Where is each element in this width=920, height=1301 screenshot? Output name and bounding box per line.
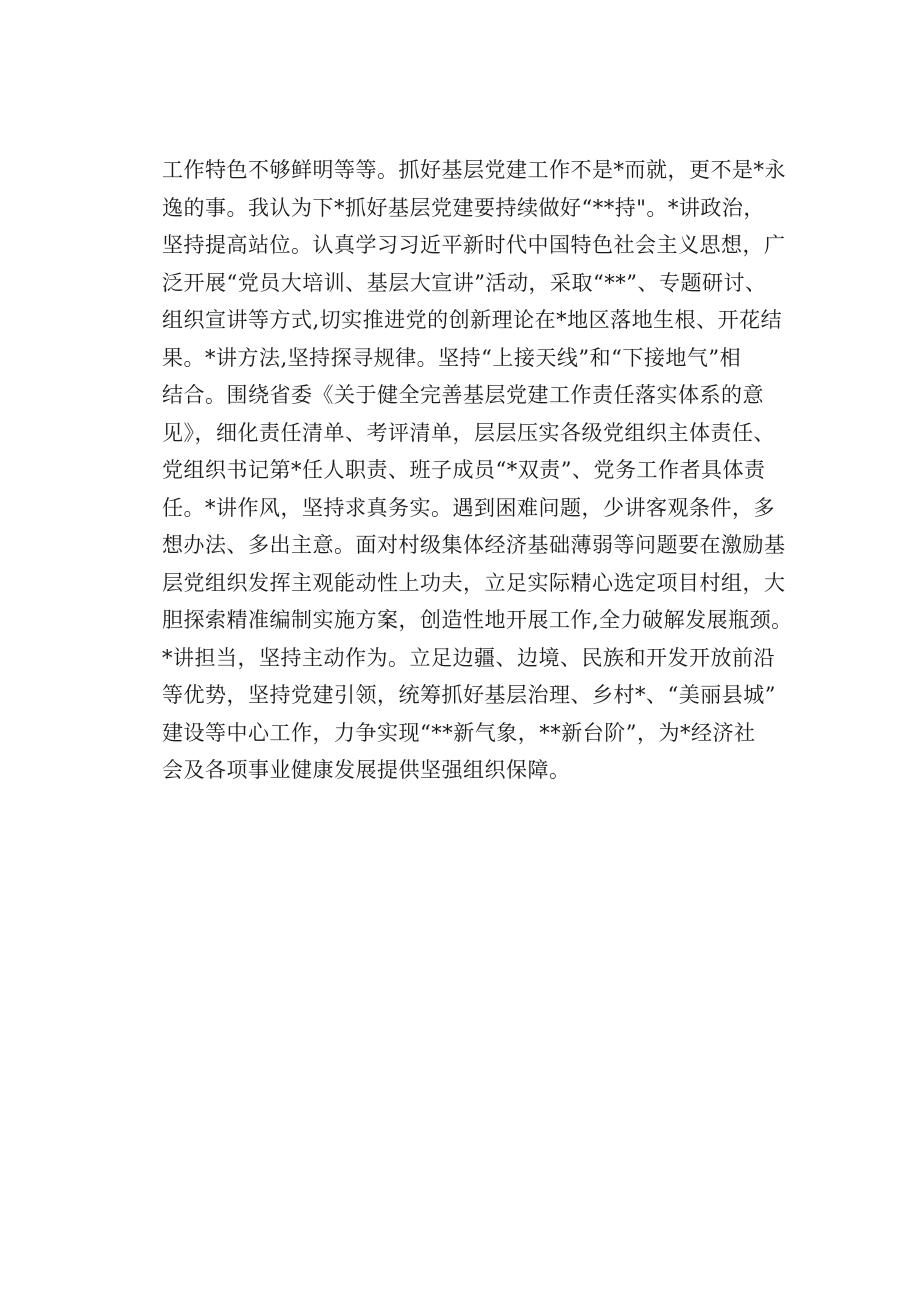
text-line: 见》，细化责任清单、考评清单，层层压实各级党组织主体责任、 xyxy=(162,420,775,445)
text-line: 泛开展“党员大培训、基层大宣讲”活动，采取“**”、专题研讨、 xyxy=(162,270,767,295)
body-paragraph xyxy=(162,152,802,790)
text-line: 想办法、多出主意。面对村级集体经济基础薄弱等问题要在激励基 xyxy=(162,533,786,557)
text-line: 任。*讲作风，坚持求真务实。遇到困难问题，少讲客观条件，多 xyxy=(162,495,775,520)
text-line: 工作特色不够鲜明等等。抓好基层党建工作不是*而就，更不是*永 xyxy=(162,158,786,182)
text-line: 结合。围绕省委《关于健全完善基层党建工作责任落实体系的意 xyxy=(162,383,764,407)
text-line: 果。*讲方法,坚持探寻规律。坚持“上接天线”和“下接地气”相 xyxy=(162,345,742,370)
text-line: 坚持提高站位。认真学习习近平新时代中国特色社会主义思想，广 xyxy=(162,233,786,257)
text-line: *讲担当，坚持主动作为。立足边疆、边境、民族和开发开放前沿 xyxy=(162,645,775,670)
text-line: 建设等中心工作，力争实现“**新气象，**新台阶”，为*经济社 xyxy=(162,720,756,745)
text-line: 党组织书记第*任人职责、班子成员“*双责”、党务工作者具体责 xyxy=(162,458,766,482)
text-line: 层党组织发挥主观能动性上功夫，立足实际精心选定项目村组，大 xyxy=(162,570,786,595)
text-line: 逸的事。我认为下*抓好基层党建要持续做好“**持"。*讲政治， xyxy=(162,195,765,220)
text-line: 等优势，坚持党建引领，统筹抓好基层治理、乡村*、“美丽县城” xyxy=(162,683,776,707)
text-line: 会及各项事业健康发展提供坚强组织保障。 xyxy=(162,758,571,782)
text-line: 胆探索精准编制实施方案，创造性地开展工作,全力破解发展瓶颈。 xyxy=(162,608,793,632)
text-line: 组织宣讲等方式,切实推进党的创新理论在*地区落地生根、开花结 xyxy=(162,308,783,332)
